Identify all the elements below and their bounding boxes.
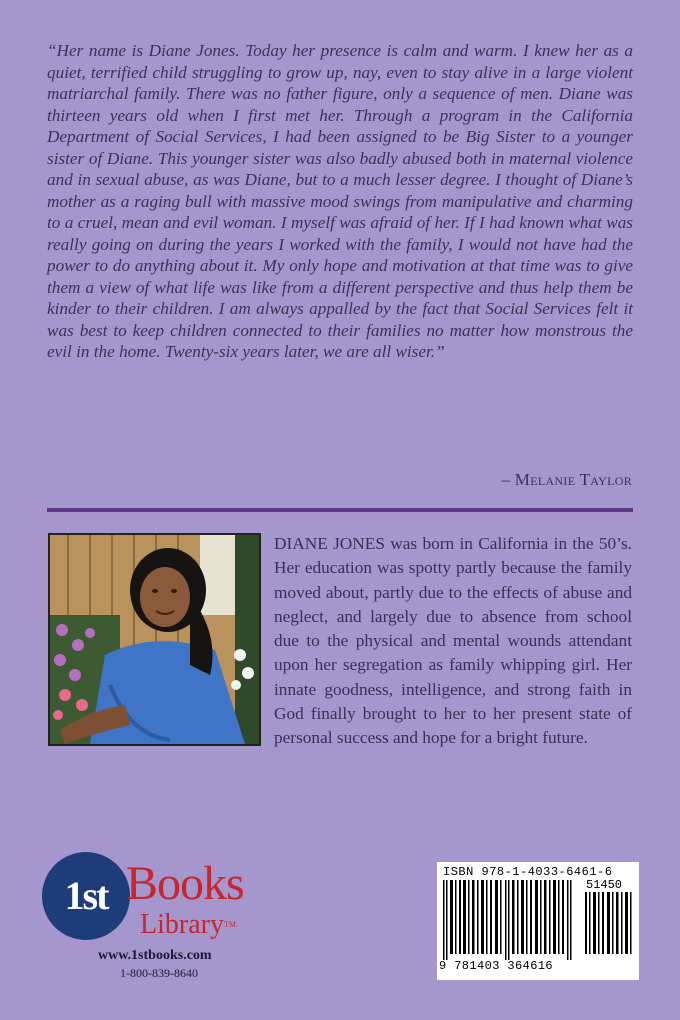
addon-barcode-bars	[583, 892, 635, 954]
publisher-logo	[40, 852, 280, 992]
logo-books: Books	[126, 857, 244, 910]
publisher-phone: 1-800-839-8640	[120, 966, 198, 980]
logo-number: 1st	[42, 852, 130, 940]
quote-attribution: – Melanie Taylor	[501, 470, 632, 489]
author-photo	[48, 533, 261, 746]
logo-library: Library™	[140, 909, 236, 940]
ean-digits: 9 781403 364616	[439, 959, 554, 973]
isbn-text: ISBN 978-1-4033-6461-6	[443, 865, 613, 879]
back-cover-quote: “Her name is Diane Jones. Today her presence is calm and warm. I knew her as a quiet, terrified child struggling to grow up, nay, even to stay alive in a large violent matriarchal family. There was no father figure, only a sequence of men. Diane was thirteen years old when I first met her. Through a program in the California Department of Social Services, I had been assigned to be Big Sister to a younger sister of Diane. This younger sister was also badly abused both in maternal violence and in sexual abuse, as was Diane, but to a much lesser degree. I thought of Diane’s mother as a raging bull with massive mood swings from manipulative and charming to a cruel, mean and evil woman. I myself was afraid of her. If I had known what was really going on during the years I worked with the family, I would not have had the power to do anything about it. My only hope and motivation at that time was to give them a view of what life was like from a different perspective and thus help them be kinder to their children. I am always appalled by the fact that Social Services felt it was best to keep children connected to their families no matter how monstrous the evil in the home. Twenty-six years later, we are all wiser.”	[47, 41, 633, 361]
divider-rule	[47, 508, 633, 512]
isbn-barcode	[437, 862, 639, 980]
author-bio: DIANE JONES was born in California in the 50’s. Her education was spotty partly because the family moved about, partly due to the effects of abuse and neglect, and largely due to absence from school due to the physical and mental wounds attendant upon her segregation as family whipping girl. Her innate goodness, intelligence, and strong faith in God finally brought to her to her present state of personal success and hope for a bright future.	[274, 534, 632, 748]
ean-barcode-bars	[441, 880, 581, 960]
price-code: 51450	[586, 878, 623, 892]
publisher-url: www.1stbooks.com	[98, 948, 212, 963]
trademark: TM	[223, 920, 236, 929]
